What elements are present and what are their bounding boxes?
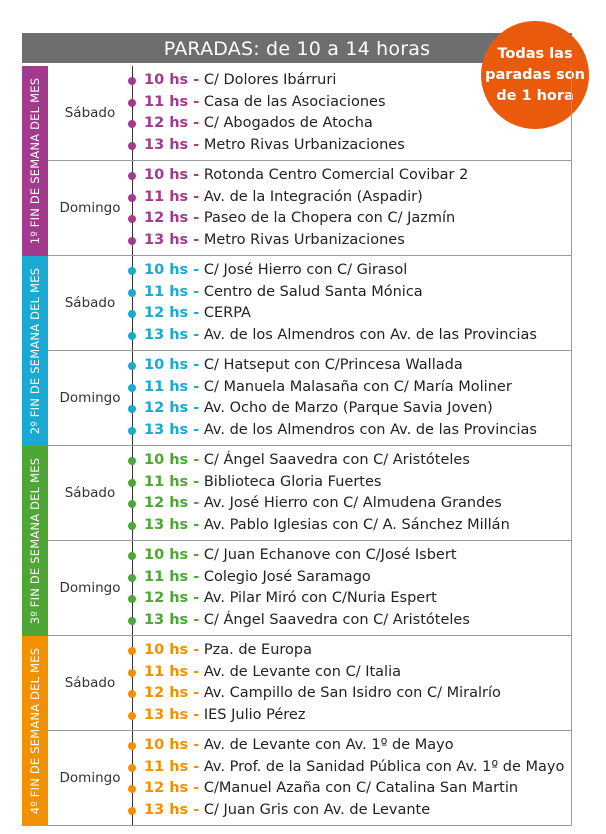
stop-hour: 10 hs - bbox=[144, 167, 200, 183]
stop-place: Av. de los Almendros con Av. de las Provincias bbox=[203, 326, 537, 343]
timeline-dot-icon bbox=[128, 289, 136, 297]
day-row bbox=[48, 731, 572, 826]
stop-item bbox=[132, 187, 571, 209]
stop-place: C/Manuel Azaña con C/ Catalina San Martin bbox=[203, 780, 519, 796]
stop-item bbox=[132, 230, 571, 252]
timeline-dot-icon bbox=[128, 574, 136, 582]
stop-item bbox=[132, 165, 571, 187]
weekend-label-text: 4º FIN DE SEMANA DEL MES bbox=[28, 647, 42, 815]
stop-place: Av. de Levante con C/ Italia bbox=[203, 663, 402, 680]
stop-item bbox=[132, 662, 571, 684]
stop-hour: 10 hs - bbox=[144, 547, 200, 563]
stop-place: C/ Juan Gris con Av. de Levante bbox=[203, 801, 431, 818]
day-row bbox=[48, 636, 572, 731]
stops-table bbox=[22, 66, 572, 826]
stop-item bbox=[132, 398, 571, 420]
stop-hour: 12 hs - bbox=[144, 210, 200, 226]
stop-item bbox=[132, 683, 571, 705]
timeline-dot-icon bbox=[128, 267, 136, 275]
stop-item bbox=[132, 567, 571, 589]
stop-item bbox=[132, 610, 571, 632]
stop-hour: 13 hs - bbox=[144, 421, 200, 438]
stop-hour: 13 hs - bbox=[144, 326, 200, 343]
stop-hour: 13 hs - bbox=[144, 801, 200, 818]
weekend-section bbox=[22, 636, 572, 826]
stop-place: Av. de la Integración (Aspadir) bbox=[203, 188, 423, 205]
stop-hour: 12 hs - bbox=[144, 115, 200, 131]
stop-item bbox=[132, 377, 571, 399]
stop-item bbox=[132, 588, 571, 610]
stop-item bbox=[132, 705, 571, 727]
weekend-label bbox=[22, 636, 48, 826]
day-name: Domingo bbox=[59, 390, 121, 406]
day-name: Domingo bbox=[59, 200, 121, 216]
stop-item bbox=[132, 545, 571, 567]
stop-place: C/ Ángel Saavedra con C/ Aristóteles bbox=[203, 611, 470, 628]
timeline-dot-icon bbox=[128, 457, 136, 465]
stop-item bbox=[132, 493, 571, 515]
stop-hour: 13 hs - bbox=[144, 706, 200, 723]
stops-list bbox=[132, 161, 571, 255]
timeline-dot-icon bbox=[128, 617, 136, 625]
stop-item bbox=[132, 303, 571, 325]
stop-place: Paseo de la Chopera con C/ Jazmín bbox=[203, 210, 456, 226]
stops-list bbox=[132, 351, 571, 445]
stop-item bbox=[132, 260, 571, 282]
stop-place: Av. Pilar Miró con C/Nuria Espert bbox=[203, 590, 437, 606]
stop-item bbox=[132, 800, 571, 822]
timeline-dot-icon bbox=[128, 595, 136, 603]
stop-item bbox=[132, 472, 571, 494]
stop-place: Casa de las Asociaciones bbox=[203, 93, 386, 110]
day-row bbox=[48, 66, 572, 161]
stop-place: Centro de Salud Santa Mónica bbox=[203, 283, 423, 300]
stop-place: Av. Prof. de la Sanidad Pública con Av. 1º de Mayo bbox=[203, 758, 565, 775]
stop-place: C/ Dolores Ibárruri bbox=[203, 72, 337, 88]
timeline-dot-icon bbox=[128, 310, 136, 318]
day-row bbox=[48, 256, 572, 351]
day-row bbox=[48, 161, 572, 256]
weekend-label bbox=[22, 256, 48, 446]
stop-place: Metro Rivas Urbanizaciones bbox=[203, 231, 405, 248]
stop-hour: 11 hs - bbox=[144, 283, 200, 300]
stops-list bbox=[132, 256, 571, 350]
timeline-dot-icon bbox=[128, 785, 136, 793]
timeline-dot-icon bbox=[128, 237, 136, 245]
stop-place: Av. de Levante con Av. 1º de Mayo bbox=[203, 737, 454, 753]
stop-hour: 11 hs - bbox=[144, 473, 200, 490]
timeline-dot-icon bbox=[128, 522, 136, 530]
timeline-dot-icon bbox=[128, 742, 136, 750]
stop-item bbox=[132, 135, 571, 157]
stops-list bbox=[132, 731, 571, 825]
stop-place: C/ Abogados de Atocha bbox=[203, 115, 373, 131]
stop-hour: 10 hs - bbox=[144, 357, 200, 373]
weekend-section bbox=[22, 66, 572, 256]
stop-item bbox=[132, 70, 571, 92]
stop-hour: 11 hs - bbox=[144, 663, 200, 680]
stop-hour: 12 hs - bbox=[144, 305, 200, 321]
stop-hour: 12 hs - bbox=[144, 400, 200, 416]
stops-list bbox=[132, 446, 571, 540]
stop-item bbox=[132, 282, 571, 304]
stop-item bbox=[132, 208, 571, 230]
stop-item bbox=[132, 355, 571, 377]
timeline-dot-icon bbox=[128, 552, 136, 560]
stop-hour: 10 hs - bbox=[144, 737, 200, 753]
timeline-dot-icon bbox=[128, 479, 136, 487]
timeline-dot-icon bbox=[128, 362, 136, 370]
stop-hour: 12 hs - bbox=[144, 495, 200, 511]
timeline-dot-icon bbox=[128, 690, 136, 698]
stop-place: Av. Pablo Iglesias con C/ A. Sánchez Millán bbox=[203, 516, 510, 533]
timeline-dot-icon bbox=[128, 764, 136, 772]
weekend-section bbox=[22, 446, 572, 636]
stop-place: C/ Hatseput con C/Princesa Wallada bbox=[203, 357, 463, 373]
stop-hour: 10 hs - bbox=[144, 72, 200, 88]
stop-place: Av. José Hierro con C/ Almudena Grandes bbox=[203, 495, 502, 511]
schedule-title: PARADAS: de 10 a 14 horas bbox=[22, 33, 572, 63]
stop-hour: 13 hs - bbox=[144, 136, 200, 153]
day-name: Domingo bbox=[59, 580, 121, 596]
weekend-label-text: 3º FIN DE SEMANA DEL MES bbox=[28, 457, 42, 625]
stop-hour: 11 hs - bbox=[144, 378, 200, 395]
stop-hour: 10 hs - bbox=[144, 262, 200, 278]
weekend-label-text: 2º FIN DE SEMANA DEL MES bbox=[28, 267, 42, 435]
stop-place: Biblioteca Gloria Fuertes bbox=[203, 473, 382, 490]
stop-item bbox=[132, 325, 571, 347]
stop-place: C/ Manuela Malasaña con C/ María Moliner bbox=[203, 378, 512, 395]
timeline-dot-icon bbox=[128, 669, 136, 677]
stop-place: Av. de los Almendros con Av. de las Provincias bbox=[203, 421, 537, 438]
day-row bbox=[48, 351, 572, 446]
stop-place: Rotonda Centro Comercial Covibar 2 bbox=[203, 167, 469, 183]
badge-line: Todas las bbox=[497, 45, 573, 62]
weekend-label bbox=[22, 446, 48, 636]
weekend-label bbox=[22, 66, 48, 256]
timeline-dot-icon bbox=[128, 405, 136, 413]
stop-place: Pza. de Europa bbox=[203, 642, 313, 658]
stop-item bbox=[132, 640, 571, 662]
timeline-dot-icon bbox=[128, 194, 136, 202]
stops-list bbox=[132, 66, 571, 160]
stop-place: Colegio José Saramago bbox=[203, 568, 371, 585]
timeline-dot-icon bbox=[128, 142, 136, 150]
stop-place: Av. Campillo de San Isidro con C/ Miralrío bbox=[203, 685, 501, 701]
stop-hour: 11 hs - bbox=[144, 568, 200, 585]
stop-item bbox=[132, 778, 571, 800]
stop-item bbox=[132, 420, 571, 442]
timeline-dot-icon bbox=[128, 215, 136, 223]
stop-place: C/ José Hierro con C/ Girasol bbox=[203, 262, 408, 278]
timeline-dot-icon bbox=[128, 712, 136, 720]
stop-hour: 11 hs - bbox=[144, 93, 200, 110]
weekend-label-text: 1º FIN DE SEMANA DEL MES bbox=[28, 77, 42, 245]
timeline-dot-icon bbox=[128, 647, 136, 655]
day-row bbox=[48, 446, 572, 541]
stop-item bbox=[132, 92, 571, 114]
stop-hour: 11 hs - bbox=[144, 758, 200, 775]
stop-place: Av. Ocho de Marzo (Parque Savia Joven) bbox=[203, 400, 493, 416]
stop-item bbox=[132, 515, 571, 537]
stop-hour: 13 hs - bbox=[144, 611, 200, 628]
day-row bbox=[48, 541, 572, 636]
timeline-dot-icon bbox=[128, 77, 136, 85]
stop-hour: 12 hs - bbox=[144, 685, 200, 701]
timeline-dot-icon bbox=[128, 172, 136, 180]
badge-line: de 1 hora bbox=[496, 87, 574, 104]
stops-list bbox=[132, 541, 571, 635]
stop-place: Metro Rivas Urbanizaciones bbox=[203, 136, 405, 153]
stop-hour: 12 hs - bbox=[144, 780, 200, 796]
stop-hour: 13 hs - bbox=[144, 231, 200, 248]
stop-hour: 10 hs - bbox=[144, 642, 200, 658]
timeline-dot-icon bbox=[128, 384, 136, 392]
stop-hour: 11 hs - bbox=[144, 188, 200, 205]
day-name: Domingo bbox=[59, 770, 121, 786]
stop-item bbox=[132, 735, 571, 757]
stop-place: C/ Ángel Saavedra con C/ Aristóteles bbox=[203, 452, 470, 468]
badge-line: paradas son bbox=[485, 66, 585, 83]
stop-hour: 13 hs - bbox=[144, 516, 200, 533]
stop-hour: 10 hs - bbox=[144, 452, 200, 468]
timeline-dot-icon bbox=[128, 332, 136, 340]
timeline-dot-icon bbox=[128, 500, 136, 508]
day-name: Sábado bbox=[64, 295, 116, 311]
timeline-dot-icon bbox=[128, 427, 136, 435]
day-name: Sábado bbox=[64, 485, 116, 501]
timeline-dot-icon bbox=[128, 807, 136, 815]
timeline-dot-icon bbox=[128, 120, 136, 128]
stop-item bbox=[132, 450, 571, 472]
stop-item bbox=[132, 757, 571, 779]
stop-place: IES Julio Pérez bbox=[203, 706, 306, 723]
stop-place: C/ Juan Echanove con C/José Isbert bbox=[203, 547, 457, 563]
day-name: Sábado bbox=[64, 675, 116, 691]
weekend-section bbox=[22, 256, 572, 446]
stop-place: CERPA bbox=[203, 305, 251, 321]
stop-item bbox=[132, 113, 571, 135]
stops-list bbox=[132, 636, 571, 730]
stop-hour: 12 hs - bbox=[144, 590, 200, 606]
timeline-dot-icon bbox=[128, 99, 136, 107]
day-name: Sábado bbox=[64, 105, 116, 121]
